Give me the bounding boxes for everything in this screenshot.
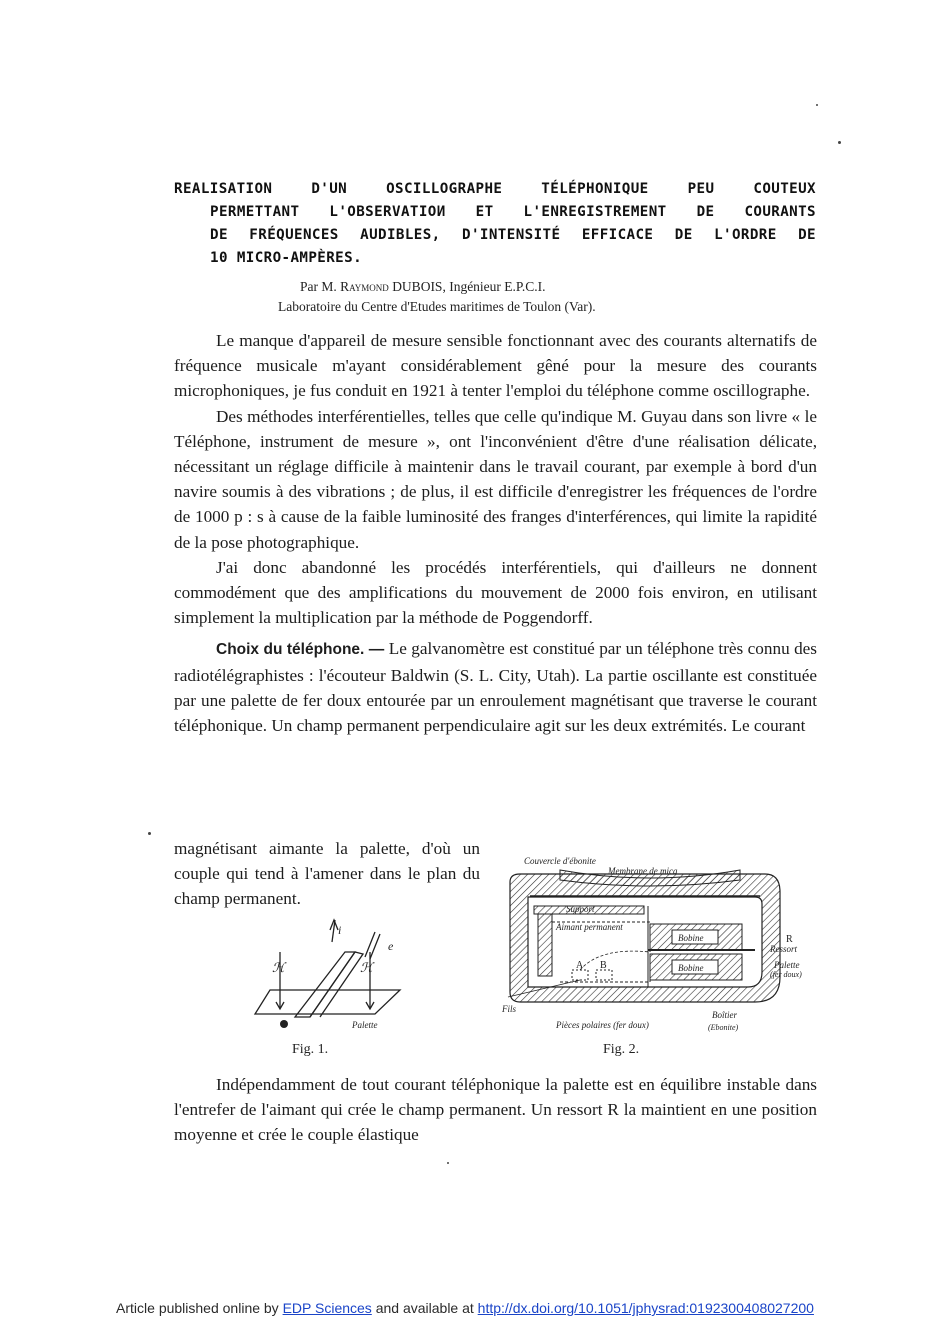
title-line-1: REALISATION D'UN OSCILLOGRAPHE TÉLÉPHONIQUE PEU COUTEUX — [174, 181, 816, 197]
publisher-link[interactable]: EDP Sciences — [282, 1300, 372, 1316]
fig2-label-boitier: Boîtier — [712, 1010, 737, 1020]
figure-1-caption: Fig. 1. — [292, 1042, 329, 1057]
figure-1-diagram — [250, 912, 420, 1042]
fig2-label-b: B — [600, 960, 607, 971]
fig2-label-pieces: Pièces polaires (fer doux) — [556, 1020, 649, 1030]
wrapped-text — [174, 836, 480, 912]
section-heading-choix: Choix du téléphone. — — [216, 641, 385, 659]
paragraph-2: Des méthodes interférentielles, telles que celle qu'indique M. Guyau dans son livre « le Téléphone, instrument de mesure », ont l'inconvénient d'être d'une réalisation délicate, nécessitant un réglage difficile à maintenir dans le travail courant, par exemple à bord d'un navire soumis à des vibrations ; de plus, il est difficile d'enregistrer les fréquences de l'ordre de 1000 p : s à cause de la faible luminosité des franges d'interférences, qui limite la rapidité de la pose photographique. — [174, 406, 817, 552]
doi-link[interactable]: http://dx.doi.org/10.1051/jphysrad:0192300408027200 — [477, 1300, 814, 1316]
paragraph-3: J'ai donc abandonné les procédés interférentiels, qui d'ailleurs ne donnent commodément que des amplifications du mouvement de 2000 fois environ, en utilisant simplement la multiplication par la méthode de Poggendorff. — [174, 557, 817, 628]
fig2-label-r: R — [786, 934, 793, 945]
fig1-label-h2: ℋ — [360, 960, 373, 975]
fig2-label-aimant: Aimant permanent — [556, 922, 623, 932]
fig2-label-bobine-2: Bobine — [678, 963, 704, 973]
figure-2-diagram — [500, 852, 820, 1040]
fig2-label-ressort: Ressort — [770, 944, 797, 954]
fig1-dot — [280, 1020, 288, 1028]
body-text — [174, 328, 817, 738]
article-title — [174, 178, 816, 270]
title-line-3: DE FRÉQUENCES AUDIBLES, D'INTENSITÉ EFFICACE DE L'ORDRE DE — [210, 227, 816, 243]
scan-speck — [838, 141, 841, 144]
title-line-4: 10 MICRO-AMPÈRES. — [210, 250, 363, 266]
fig2-label-bobine-1: Bobine — [678, 933, 704, 943]
author-prefix: Par M. — [300, 279, 341, 294]
fig2-label-ebonite: (Ebonite) — [708, 1023, 739, 1032]
fig1-label-e: e — [388, 939, 394, 953]
fig1-field-plane — [255, 990, 400, 1014]
fig2-label-support: Support — [566, 904, 595, 914]
fig1-label-palette: Palette — [352, 1020, 378, 1030]
fig1-label-i: i — [338, 923, 342, 937]
fig1-label-h1: ℋ — [272, 960, 285, 975]
fig2-label-a: A — [576, 960, 584, 971]
author-last-name: DUBOIS, Ingénieur E.P.C.I. — [388, 279, 546, 294]
paragraph-4 — [174, 636, 817, 738]
paragraph-4-text: Le galvanomètre est constitué par un téléphone très connu des radiotélégraphistes : l'écouteur Baldwin (S. L. City, Utah). La partie oscillante est constituée par une palette de fer doux entourée par un enroulement magnétisant que traverse le courant téléphonique. Un champ permanent perpendiculaire agit sur les deux extrémités. Le courant — [174, 639, 817, 736]
fig1-palette — [295, 952, 355, 1017]
publication-footer — [0, 1300, 930, 1316]
scan-speck — [816, 104, 818, 106]
scan-speck — [148, 832, 151, 835]
paragraph-4-wrap: magnétisant aimante la palette, d'où un couple qui tend à l'amener dans le plan du champ permanent. — [174, 839, 480, 909]
paragraph-5: Indépendamment de tout courant téléphonique la palette est en équilibre instable dans l'entrefer de l'aimant qui crée le champ permanent. Un ressort R la maintient en une position moyenne et crée le couple élastique — [174, 1075, 817, 1145]
title-line-2: PERMETTANT L'OBSERVATIOИ ET L'ENREGISTREMENT DE COURANTS — [210, 204, 816, 220]
scan-speck — [447, 1162, 449, 1164]
fig2-label-palette: Palette — [774, 960, 800, 970]
fig2-label-ferdoux: (fer doux) — [770, 970, 802, 979]
fig2-label-fils: Fils — [502, 1004, 517, 1014]
author-line — [300, 277, 546, 296]
figure-2-caption: Fig. 2. — [603, 1042, 640, 1057]
author-first-name: Raymond — [340, 279, 389, 294]
paragraph-1: Le manque d'appareil de mesure sensible fonctionnant avec des courants alternatifs de fréquence musicale m'ayant considérablement gêné pour la mesure des courants microphoniques, je fus conduit en 1921 à tenter l'emploi du téléphone comme oscillographe. — [174, 331, 817, 401]
author-affiliation: Laboratoire du Centre d'Etudes maritimes de Toulon (Var). — [278, 299, 596, 314]
body-text-bottom — [174, 1072, 817, 1148]
footer-prefix: Article published online by — [116, 1300, 283, 1316]
fig2-label-membrane: Membrane de mica — [608, 866, 678, 876]
fig2-label-couvercle: Couvercle d'ébonite — [524, 856, 596, 866]
footer-middle: and available at — [371, 1300, 478, 1316]
